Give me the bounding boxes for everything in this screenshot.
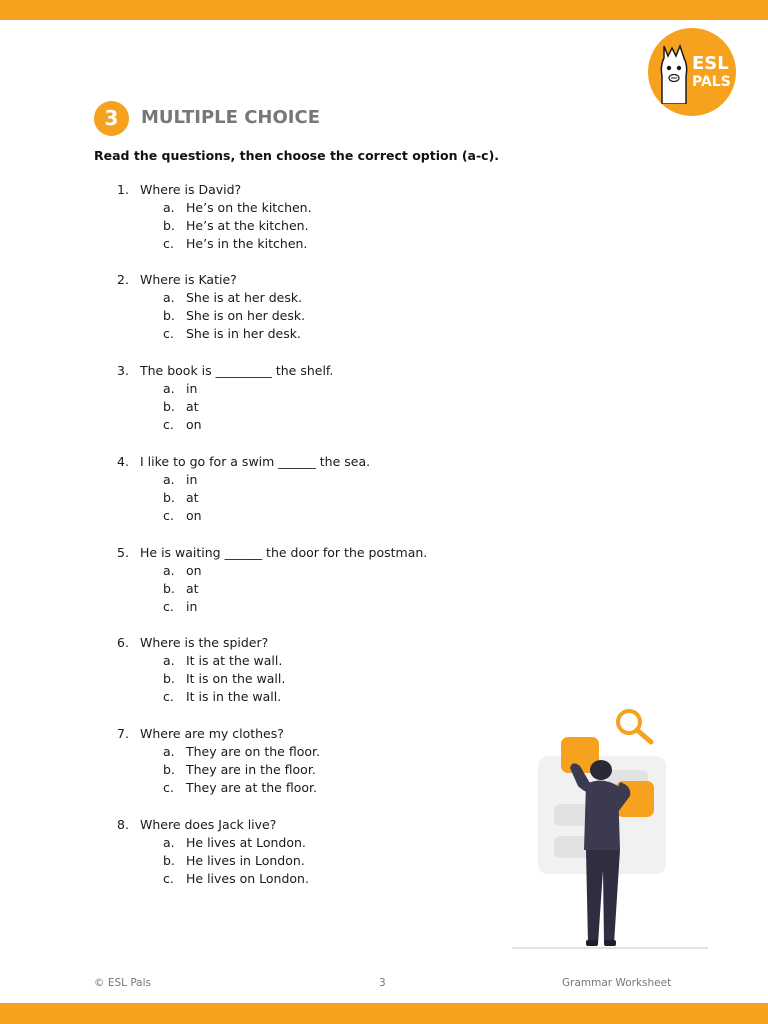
option-a: a. It is at the wall. — [163, 653, 283, 668]
question-number: 4. — [117, 454, 129, 469]
footer-worksheet-label: Grammar Worksheet — [562, 977, 672, 989]
llama-icon — [656, 42, 692, 104]
option-a: a. He’s on the kitchen. — [163, 200, 312, 215]
question-3 — [117, 362, 333, 434]
question-number: 1. — [117, 182, 129, 197]
question-4 — [117, 453, 370, 525]
question-8 — [117, 816, 309, 888]
top-accent-bar — [0, 0, 768, 20]
question-number: 5. — [117, 545, 129, 560]
option-a: a. They are on the floor. — [163, 744, 320, 759]
question-text: Where is Katie? — [140, 272, 237, 287]
section-title: MULTIPLE CHOICE — [141, 107, 320, 128]
option-c: c. on — [163, 508, 202, 523]
search-icon — [618, 711, 651, 742]
option-c: c. They are at the floor. — [163, 780, 317, 795]
bottom-accent-bar — [0, 1003, 768, 1024]
question-text: Where is David? — [140, 182, 242, 197]
question-number: 3. — [117, 363, 129, 378]
option-a: a. in — [163, 472, 198, 487]
section-number-badge: 3 — [94, 101, 129, 136]
option-c: c. He lives on London. — [163, 871, 309, 886]
option-b: b. at — [163, 399, 199, 414]
option-c: c. in — [163, 599, 198, 614]
option-a: a. in — [163, 381, 198, 396]
option-b: b. at — [163, 490, 199, 505]
footer-page-number: 3 — [379, 977, 386, 989]
option-c: c. She is in her desk. — [163, 326, 301, 341]
question-6 — [117, 634, 285, 706]
esl-pals-logo — [648, 28, 736, 116]
question-2 — [117, 271, 305, 343]
question-5 — [117, 544, 427, 616]
question-text: Where are my clothes? — [140, 726, 284, 741]
option-c: c. on — [163, 417, 202, 432]
option-b: b. They are in the floor. — [163, 762, 316, 777]
logo-text-pals: PALS — [692, 74, 731, 90]
option-a: a. on — [163, 563, 202, 578]
option-a: a. He lives at London. — [163, 835, 306, 850]
instructions: Read the questions, then choose the correct option (a-c). — [94, 148, 500, 163]
question-number: 8. — [117, 817, 129, 832]
option-b: b. He lives in London. — [163, 853, 305, 868]
question-text: The book is _________ the shelf. — [140, 363, 334, 378]
option-b: b. at — [163, 581, 199, 596]
woman-searching-illustration — [508, 700, 713, 952]
question-number: 7. — [117, 726, 129, 741]
option-b: b. It is on the wall. — [163, 671, 286, 686]
option-b: b. He’s at the kitchen. — [163, 218, 309, 233]
logo-text-esl: ESL — [692, 53, 729, 74]
question-text: Where is the spider? — [140, 635, 269, 650]
question-text: Where does Jack live? — [140, 817, 277, 832]
question-text: He is waiting ______ the door for the postman. — [140, 545, 428, 560]
question-number: 6. — [117, 635, 129, 650]
question-1 — [117, 181, 312, 253]
footer-copyright: © ESL Pals — [94, 977, 152, 989]
option-b: b. She is on her desk. — [163, 308, 306, 323]
question-7 — [117, 725, 320, 797]
question-text: I like to go for a swim ______ the sea. — [140, 454, 371, 469]
option-a: a. She is at her desk. — [163, 290, 303, 305]
question-number: 2. — [117, 272, 129, 287]
option-c: c. It is in the wall. — [163, 689, 282, 704]
option-c: c. He’s in the kitchen. — [163, 236, 308, 251]
